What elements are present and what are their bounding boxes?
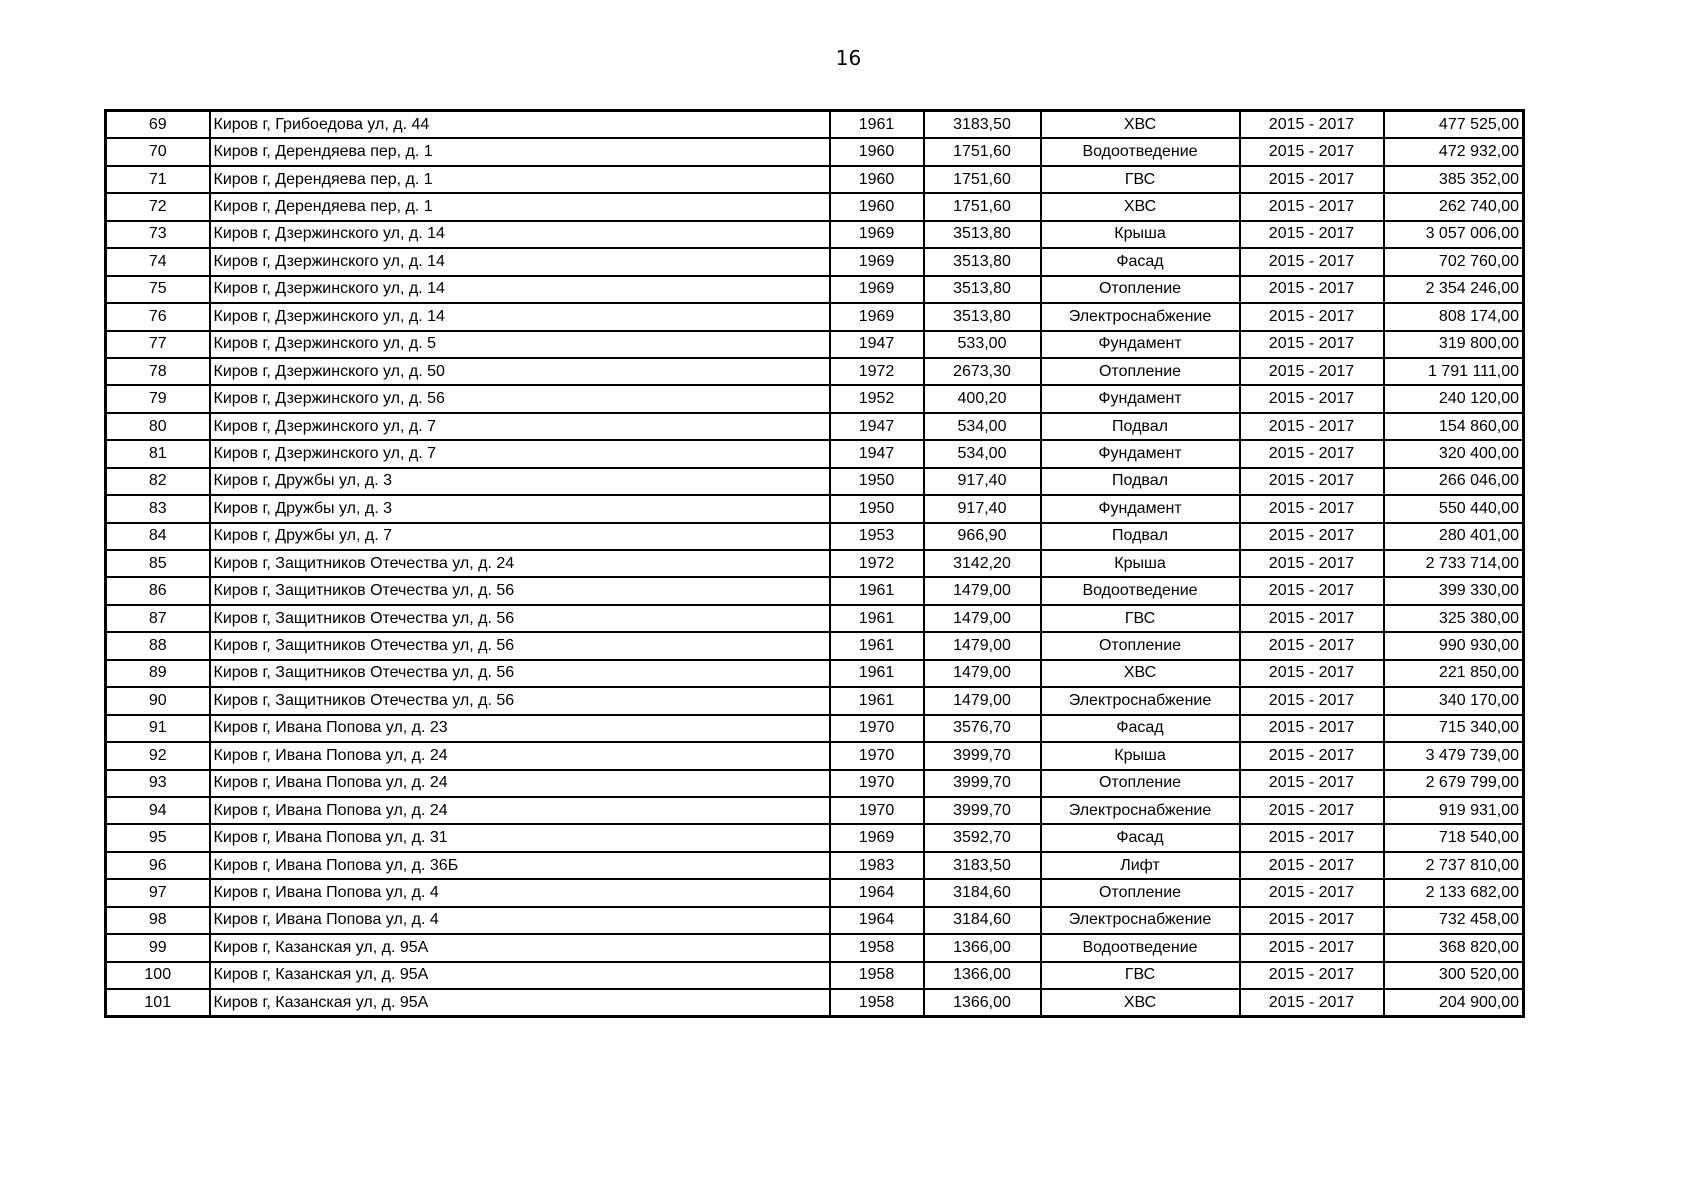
work-type-cell: Фасад xyxy=(1041,824,1240,851)
table-row xyxy=(106,605,1524,632)
row-number-cell: 100 xyxy=(106,962,210,989)
address-cell: Киров г, Защитников Отечества ул, д. 24 xyxy=(210,550,830,577)
period-cell: 2015 - 2017 xyxy=(1240,934,1384,961)
period-cell: 2015 - 2017 xyxy=(1240,632,1384,659)
work-type-cell: ХВС xyxy=(1041,193,1240,220)
cost-cell: 204 900,00 xyxy=(1384,989,1524,1017)
address-cell: Киров г, Казанская ул, д. 95А xyxy=(210,962,830,989)
table-row xyxy=(106,770,1524,797)
build-year-cell: 1953 xyxy=(830,523,924,550)
period-cell: 2015 - 2017 xyxy=(1240,468,1384,495)
build-year-cell: 1969 xyxy=(830,303,924,330)
build-year-cell: 1961 xyxy=(830,605,924,632)
build-year-cell: 1961 xyxy=(830,632,924,659)
period-cell: 2015 - 2017 xyxy=(1240,770,1384,797)
row-number-cell: 85 xyxy=(106,550,210,577)
cost-cell: 340 170,00 xyxy=(1384,687,1524,714)
period-cell: 2015 - 2017 xyxy=(1240,248,1384,275)
row-number-cell: 95 xyxy=(106,824,210,851)
work-type-cell: Электроснабжение xyxy=(1041,687,1240,714)
area-cell: 1366,00 xyxy=(924,989,1041,1017)
row-number-cell: 76 xyxy=(106,303,210,330)
area-cell: 1479,00 xyxy=(924,577,1041,604)
period-cell: 2015 - 2017 xyxy=(1240,742,1384,769)
cost-cell: 2 733 714,00 xyxy=(1384,550,1524,577)
period-cell: 2015 - 2017 xyxy=(1240,221,1384,248)
address-cell: Киров г, Дзержинского ул, д. 56 xyxy=(210,385,830,412)
period-cell: 2015 - 2017 xyxy=(1240,687,1384,714)
build-year-cell: 1950 xyxy=(830,495,924,522)
work-type-cell: Фундамент xyxy=(1041,385,1240,412)
build-year-cell: 1958 xyxy=(830,989,924,1017)
cost-cell: 385 352,00 xyxy=(1384,166,1524,193)
row-number-cell: 70 xyxy=(106,138,210,165)
row-number-cell: 74 xyxy=(106,248,210,275)
table-row xyxy=(106,715,1524,742)
work-type-cell: Водоотведение xyxy=(1041,934,1240,961)
address-cell: Киров г, Ивана Попова ул, д. 24 xyxy=(210,770,830,797)
build-year-cell: 1970 xyxy=(830,715,924,742)
address-cell: Киров г, Ивана Попова ул, д. 4 xyxy=(210,879,830,906)
area-cell: 3142,20 xyxy=(924,550,1041,577)
work-type-cell: Лифт xyxy=(1041,852,1240,879)
address-cell: Киров г, Ивана Попова ул, д. 31 xyxy=(210,824,830,851)
area-cell: 917,40 xyxy=(924,468,1041,495)
build-year-cell: 1952 xyxy=(830,385,924,412)
work-type-cell: Электроснабжение xyxy=(1041,303,1240,330)
period-cell: 2015 - 2017 xyxy=(1240,605,1384,632)
table-row xyxy=(106,413,1524,440)
address-cell: Киров г, Дерендяева пер, д. 1 xyxy=(210,138,830,165)
row-number-cell: 92 xyxy=(106,742,210,769)
build-year-cell: 1983 xyxy=(830,852,924,879)
area-cell: 3183,50 xyxy=(924,852,1041,879)
period-cell: 2015 - 2017 xyxy=(1240,907,1384,934)
table-row xyxy=(106,166,1524,193)
build-year-cell: 1958 xyxy=(830,934,924,961)
row-number-cell: 69 xyxy=(106,111,210,139)
table-row xyxy=(106,907,1524,934)
period-cell: 2015 - 2017 xyxy=(1240,852,1384,879)
address-cell: Киров г, Грибоедова ул, д. 44 xyxy=(210,111,830,139)
row-number-cell: 91 xyxy=(106,715,210,742)
address-cell: Киров г, Дружбы ул, д. 3 xyxy=(210,468,830,495)
row-number-cell: 94 xyxy=(106,797,210,824)
area-cell: 3513,80 xyxy=(924,276,1041,303)
period-cell: 2015 - 2017 xyxy=(1240,193,1384,220)
row-number-cell: 101 xyxy=(106,989,210,1017)
address-cell: Киров г, Защитников Отечества ул, д. 56 xyxy=(210,605,830,632)
work-type-cell: Водоотведение xyxy=(1041,577,1240,604)
address-cell: Киров г, Ивана Попова ул, д. 24 xyxy=(210,797,830,824)
row-number-cell: 96 xyxy=(106,852,210,879)
cost-cell: 320 400,00 xyxy=(1384,440,1524,467)
work-type-cell: Крыша xyxy=(1041,742,1240,769)
period-cell: 2015 - 2017 xyxy=(1240,303,1384,330)
period-cell: 2015 - 2017 xyxy=(1240,276,1384,303)
work-type-cell: ГВС xyxy=(1041,605,1240,632)
table-row xyxy=(106,550,1524,577)
area-cell: 3999,70 xyxy=(924,797,1041,824)
cost-cell: 300 520,00 xyxy=(1384,962,1524,989)
address-cell: Киров г, Защитников Отечества ул, д. 56 xyxy=(210,577,830,604)
work-type-cell: ХВС xyxy=(1041,660,1240,687)
work-type-cell: Подвал xyxy=(1041,523,1240,550)
cost-cell: 221 850,00 xyxy=(1384,660,1524,687)
address-cell: Киров г, Ивана Попова ул, д. 23 xyxy=(210,715,830,742)
row-number-cell: 80 xyxy=(106,413,210,440)
period-cell: 2015 - 2017 xyxy=(1240,797,1384,824)
period-cell: 2015 - 2017 xyxy=(1240,523,1384,550)
work-type-cell: Фундамент xyxy=(1041,440,1240,467)
work-type-cell: ХВС xyxy=(1041,111,1240,139)
area-cell: 400,20 xyxy=(924,385,1041,412)
address-cell: Киров г, Дзержинского ул, д. 50 xyxy=(210,358,830,385)
row-number-cell: 73 xyxy=(106,221,210,248)
area-cell: 1751,60 xyxy=(924,138,1041,165)
build-year-cell: 1961 xyxy=(830,111,924,139)
area-cell: 3183,50 xyxy=(924,111,1041,139)
area-cell: 1366,00 xyxy=(924,934,1041,961)
build-year-cell: 1950 xyxy=(830,468,924,495)
table-row xyxy=(106,193,1524,220)
table-row xyxy=(106,660,1524,687)
table-row xyxy=(106,468,1524,495)
area-cell: 1479,00 xyxy=(924,632,1041,659)
work-type-cell: Отопление xyxy=(1041,632,1240,659)
cost-cell: 1 791 111,00 xyxy=(1384,358,1524,385)
work-type-cell: Подвал xyxy=(1041,413,1240,440)
area-cell: 3513,80 xyxy=(924,303,1041,330)
table-row xyxy=(106,577,1524,604)
table-row xyxy=(106,934,1524,961)
address-cell: Киров г, Дружбы ул, д. 7 xyxy=(210,523,830,550)
cost-cell: 2 354 246,00 xyxy=(1384,276,1524,303)
row-number-cell: 86 xyxy=(106,577,210,604)
area-cell: 3184,60 xyxy=(924,907,1041,934)
table-row xyxy=(106,303,1524,330)
build-year-cell: 1969 xyxy=(830,276,924,303)
table-row xyxy=(106,495,1524,522)
area-cell: 1751,60 xyxy=(924,166,1041,193)
area-cell: 3999,70 xyxy=(924,742,1041,769)
period-cell: 2015 - 2017 xyxy=(1240,577,1384,604)
cost-cell: 2 737 810,00 xyxy=(1384,852,1524,879)
table-row xyxy=(106,248,1524,275)
cost-cell: 2 133 682,00 xyxy=(1384,879,1524,906)
build-year-cell: 1947 xyxy=(830,331,924,358)
build-year-cell: 1970 xyxy=(830,797,924,824)
address-cell: Киров г, Защитников Отечества ул, д. 56 xyxy=(210,687,830,714)
work-type-cell: ХВС xyxy=(1041,989,1240,1017)
row-number-cell: 71 xyxy=(106,166,210,193)
area-cell: 1479,00 xyxy=(924,687,1041,714)
area-cell: 3576,70 xyxy=(924,715,1041,742)
period-cell: 2015 - 2017 xyxy=(1240,413,1384,440)
table-row xyxy=(106,440,1524,467)
table-row xyxy=(106,687,1524,714)
table-row xyxy=(106,742,1524,769)
address-cell: Киров г, Дзержинского ул, д. 14 xyxy=(210,276,830,303)
area-cell: 3592,70 xyxy=(924,824,1041,851)
build-year-cell: 1958 xyxy=(830,962,924,989)
period-cell: 2015 - 2017 xyxy=(1240,550,1384,577)
address-cell: Киров г, Дзержинского ул, д. 14 xyxy=(210,248,830,275)
build-year-cell: 1964 xyxy=(830,907,924,934)
row-number-cell: 72 xyxy=(106,193,210,220)
build-year-cell: 1972 xyxy=(830,358,924,385)
area-cell: 3513,80 xyxy=(924,221,1041,248)
build-year-cell: 1960 xyxy=(830,166,924,193)
build-year-cell: 1961 xyxy=(830,660,924,687)
table-row xyxy=(106,824,1524,851)
address-cell: Киров г, Дзержинского ул, д. 5 xyxy=(210,331,830,358)
row-number-cell: 99 xyxy=(106,934,210,961)
cost-cell: 808 174,00 xyxy=(1384,303,1524,330)
period-cell: 2015 - 2017 xyxy=(1240,962,1384,989)
build-year-cell: 1960 xyxy=(830,138,924,165)
address-cell: Киров г, Дерендяева пер, д. 1 xyxy=(210,193,830,220)
table-row xyxy=(106,276,1524,303)
row-number-cell: 75 xyxy=(106,276,210,303)
address-cell: Киров г, Ивана Попова ул, д. 36Б xyxy=(210,852,830,879)
cost-cell: 266 046,00 xyxy=(1384,468,1524,495)
period-cell: 2015 - 2017 xyxy=(1240,495,1384,522)
row-number-cell: 82 xyxy=(106,468,210,495)
area-cell: 1479,00 xyxy=(924,605,1041,632)
period-cell: 2015 - 2017 xyxy=(1240,440,1384,467)
table-row xyxy=(106,797,1524,824)
row-number-cell: 87 xyxy=(106,605,210,632)
row-number-cell: 90 xyxy=(106,687,210,714)
period-cell: 2015 - 2017 xyxy=(1240,111,1384,139)
build-year-cell: 1970 xyxy=(830,742,924,769)
page-number: 16 xyxy=(835,46,862,70)
build-year-cell: 1960 xyxy=(830,193,924,220)
table-row xyxy=(106,331,1524,358)
address-cell: Киров г, Дружбы ул, д. 3 xyxy=(210,495,830,522)
build-year-cell: 1947 xyxy=(830,413,924,440)
cost-cell: 3 479 739,00 xyxy=(1384,742,1524,769)
table-row xyxy=(106,138,1524,165)
table-row xyxy=(106,879,1524,906)
cost-cell: 919 931,00 xyxy=(1384,797,1524,824)
cost-cell: 325 380,00 xyxy=(1384,605,1524,632)
period-cell: 2015 - 2017 xyxy=(1240,138,1384,165)
address-cell: Киров г, Дзержинского ул, д. 7 xyxy=(210,413,830,440)
table-row xyxy=(106,852,1524,879)
address-cell: Киров г, Казанская ул, д. 95А xyxy=(210,934,830,961)
cost-cell: 3 057 006,00 xyxy=(1384,221,1524,248)
work-type-cell: ГВС xyxy=(1041,166,1240,193)
address-cell: Киров г, Защитников Отечества ул, д. 56 xyxy=(210,660,830,687)
area-cell: 966,90 xyxy=(924,523,1041,550)
build-year-cell: 1961 xyxy=(830,687,924,714)
period-cell: 2015 - 2017 xyxy=(1240,715,1384,742)
cost-cell: 472 932,00 xyxy=(1384,138,1524,165)
build-year-cell: 1947 xyxy=(830,440,924,467)
period-cell: 2015 - 2017 xyxy=(1240,385,1384,412)
period-cell: 2015 - 2017 xyxy=(1240,989,1384,1017)
row-number-cell: 78 xyxy=(106,358,210,385)
cost-cell: 280 401,00 xyxy=(1384,523,1524,550)
row-number-cell: 83 xyxy=(106,495,210,522)
area-cell: 3513,80 xyxy=(924,248,1041,275)
cost-cell: 715 340,00 xyxy=(1384,715,1524,742)
table-row xyxy=(106,385,1524,412)
row-number-cell: 93 xyxy=(106,770,210,797)
address-cell: Киров г, Дзержинского ул, д. 14 xyxy=(210,221,830,248)
cost-cell: 702 760,00 xyxy=(1384,248,1524,275)
table-row xyxy=(106,111,1524,139)
table-body xyxy=(106,111,1524,1017)
table-row xyxy=(106,989,1524,1017)
area-cell: 534,00 xyxy=(924,440,1041,467)
row-number-cell: 79 xyxy=(106,385,210,412)
cost-cell: 550 440,00 xyxy=(1384,495,1524,522)
period-cell: 2015 - 2017 xyxy=(1240,879,1384,906)
address-cell: Киров г, Дерендяева пер, д. 1 xyxy=(210,166,830,193)
period-cell: 2015 - 2017 xyxy=(1240,660,1384,687)
work-type-cell: Отопление xyxy=(1041,879,1240,906)
table-row xyxy=(106,962,1524,989)
work-type-cell: Крыша xyxy=(1041,221,1240,248)
period-cell: 2015 - 2017 xyxy=(1240,331,1384,358)
area-cell: 1479,00 xyxy=(924,660,1041,687)
cost-cell: 399 330,00 xyxy=(1384,577,1524,604)
cost-cell: 718 540,00 xyxy=(1384,824,1524,851)
work-type-cell: Отопление xyxy=(1041,276,1240,303)
work-type-cell: Фасад xyxy=(1041,248,1240,275)
work-type-cell: Электроснабжение xyxy=(1041,797,1240,824)
cost-cell: 368 820,00 xyxy=(1384,934,1524,961)
cost-cell: 154 860,00 xyxy=(1384,413,1524,440)
row-number-cell: 81 xyxy=(106,440,210,467)
work-type-cell: Электроснабжение xyxy=(1041,907,1240,934)
table-row xyxy=(106,358,1524,385)
area-cell: 2673,30 xyxy=(924,358,1041,385)
cost-cell: 2 679 799,00 xyxy=(1384,770,1524,797)
row-number-cell: 97 xyxy=(106,879,210,906)
period-cell: 2015 - 2017 xyxy=(1240,824,1384,851)
build-year-cell: 1969 xyxy=(830,824,924,851)
period-cell: 2015 - 2017 xyxy=(1240,166,1384,193)
work-type-cell: Водоотведение xyxy=(1041,138,1240,165)
row-number-cell: 89 xyxy=(106,660,210,687)
area-cell: 1366,00 xyxy=(924,962,1041,989)
table-row xyxy=(106,523,1524,550)
row-number-cell: 88 xyxy=(106,632,210,659)
address-cell: Киров г, Казанская ул, д. 95А xyxy=(210,989,830,1017)
cost-cell: 990 930,00 xyxy=(1384,632,1524,659)
row-number-cell: 77 xyxy=(106,331,210,358)
area-cell: 3184,60 xyxy=(924,879,1041,906)
build-year-cell: 1969 xyxy=(830,248,924,275)
build-year-cell: 1972 xyxy=(830,550,924,577)
table-row xyxy=(106,632,1524,659)
area-cell: 917,40 xyxy=(924,495,1041,522)
cost-cell: 477 525,00 xyxy=(1384,111,1524,139)
cost-cell: 262 740,00 xyxy=(1384,193,1524,220)
table-row xyxy=(106,221,1524,248)
build-year-cell: 1964 xyxy=(830,879,924,906)
work-type-cell: Отопление xyxy=(1041,770,1240,797)
cost-cell: 240 120,00 xyxy=(1384,385,1524,412)
work-type-cell: ГВС xyxy=(1041,962,1240,989)
cost-cell: 319 800,00 xyxy=(1384,331,1524,358)
build-year-cell: 1961 xyxy=(830,577,924,604)
row-number-cell: 98 xyxy=(106,907,210,934)
work-type-cell: Фундамент xyxy=(1041,331,1240,358)
area-cell: 1751,60 xyxy=(924,193,1041,220)
work-type-cell: Крыша xyxy=(1041,550,1240,577)
work-type-cell: Подвал xyxy=(1041,468,1240,495)
area-cell: 534,00 xyxy=(924,413,1041,440)
work-type-cell: Фасад xyxy=(1041,715,1240,742)
address-cell: Киров г, Ивана Попова ул, д. 24 xyxy=(210,742,830,769)
address-cell: Киров г, Ивана Попова ул, д. 4 xyxy=(210,907,830,934)
address-cell: Киров г, Защитников Отечества ул, д. 56 xyxy=(210,632,830,659)
work-type-cell: Фундамент xyxy=(1041,495,1240,522)
build-year-cell: 1970 xyxy=(830,770,924,797)
address-cell: Киров г, Дзержинского ул, д. 7 xyxy=(210,440,830,467)
row-number-cell: 84 xyxy=(106,523,210,550)
area-cell: 533,00 xyxy=(924,331,1041,358)
build-year-cell: 1969 xyxy=(830,221,924,248)
period-cell: 2015 - 2017 xyxy=(1240,358,1384,385)
repair-registry-table xyxy=(104,109,1525,1018)
work-type-cell: Отопление xyxy=(1041,358,1240,385)
cost-cell: 732 458,00 xyxy=(1384,907,1524,934)
address-cell: Киров г, Дзержинского ул, д. 14 xyxy=(210,303,830,330)
area-cell: 3999,70 xyxy=(924,770,1041,797)
